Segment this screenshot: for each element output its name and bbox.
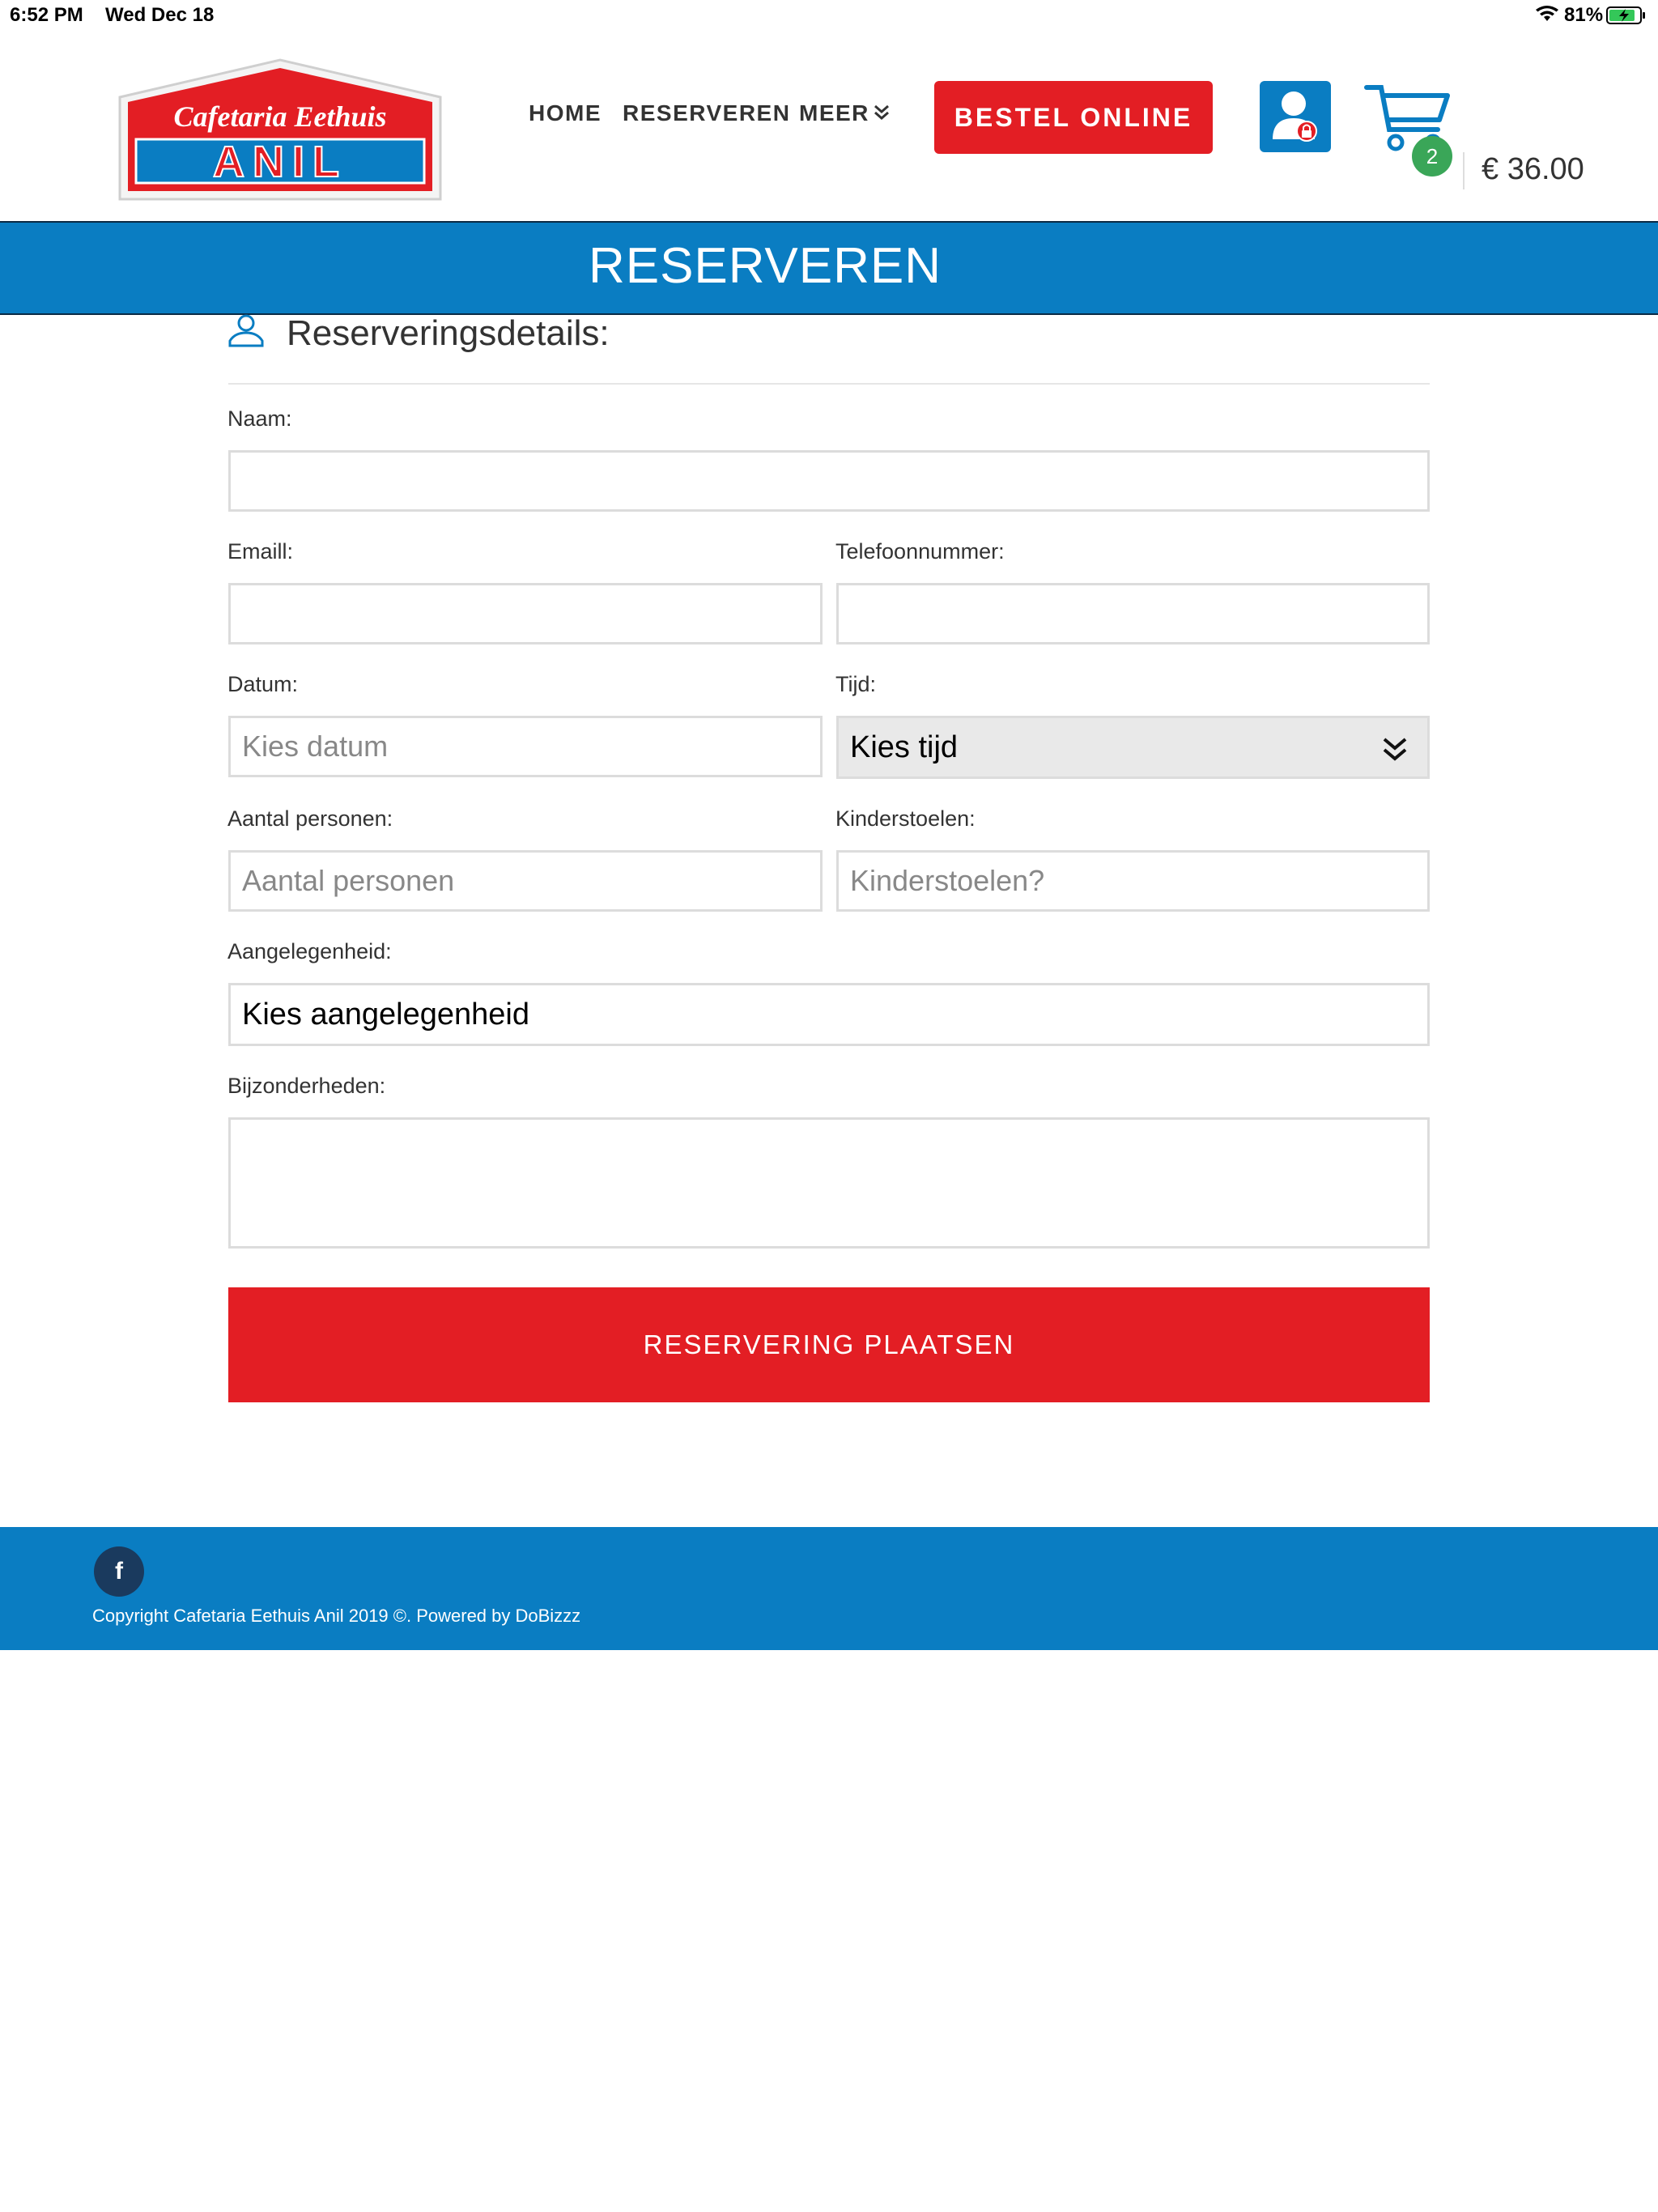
kinderstoelen-label: Kinderstoelen: [835,806,976,831]
account-button[interactable] [1260,81,1331,152]
wifi-icon [1535,5,1559,23]
aangelegenheid-label: Aangelegenheid: [227,939,392,963]
cart-divider [1463,152,1465,189]
email-label: Emaill: [227,539,294,564]
datum-input[interactable] [228,716,823,777]
svg-text:Cafetaria Eethuis: Cafetaria Eethuis [173,100,387,133]
battery-percentage: 81% [1564,4,1604,26]
personen-label: Aantal personen: [227,806,393,831]
naam-label: Naam: [227,406,292,431]
status-bar [0,0,1658,32]
email-input[interactable] [228,583,823,644]
tijd-selected-value: Kies tijd [850,730,959,764]
copyright-text: Copyright Cafetaria Eethuis Anil 2019 ©. Powered by DoBizzz [92,1606,581,1626]
telefoon-input[interactable] [836,583,1430,644]
page-title: RESERVEREN [588,238,942,294]
double-chevron-down-icon [1380,736,1409,764]
aangelegenheid-selected-value: Kies aangelegenheid [242,997,529,1032]
datum-label: Datum: [227,672,299,696]
battery-charging-icon [1606,6,1647,24]
cafetaria-anil-logo[interactable] [117,57,444,204]
section-title: Reserveringsdetails: [287,313,610,353]
tijd-label: Tijd: [835,672,877,696]
kinderstoelen-input[interactable] [836,850,1430,912]
tijd-select[interactable] [836,716,1430,779]
site-footer [0,1527,1658,1650]
nav-home[interactable]: HOME [529,100,602,125]
bijzonderheden-textarea[interactable] [228,1117,1430,1249]
user-outline-icon [227,313,266,347]
aangelegenheid-select[interactable] [228,983,1430,1046]
double-chevron-down-icon[interactable] [873,104,891,121]
status-time: 6:52 PM [10,4,83,26]
telefoon-label: Telefoonnummer: [835,539,1005,564]
aantal-personen-input[interactable] [228,850,823,912]
bijzonderheden-label: Bijzonderheden: [227,1074,386,1098]
user-lock-icon [1260,81,1331,152]
page-banner [0,221,1658,315]
nav-reserveren[interactable]: RESERVEREN [623,100,791,125]
facebook-icon[interactable]: f [94,1546,144,1597]
cart-total: € 36.00 [1482,152,1584,186]
nav-meer[interactable]: MEER [799,100,869,125]
status-date: Wed Dec 18 [105,4,215,26]
section-divider [228,383,1430,385]
naam-input[interactable] [228,450,1430,512]
bestel-online-button[interactable]: BESTEL ONLINE [934,81,1213,154]
reservering-plaatsen-button[interactable]: RESERVERING PLAATSEN [228,1287,1430,1402]
svg-text:ANIL: ANIL [213,138,347,186]
cart-count-badge: 2 [1412,136,1452,177]
site-header [0,32,1658,222]
